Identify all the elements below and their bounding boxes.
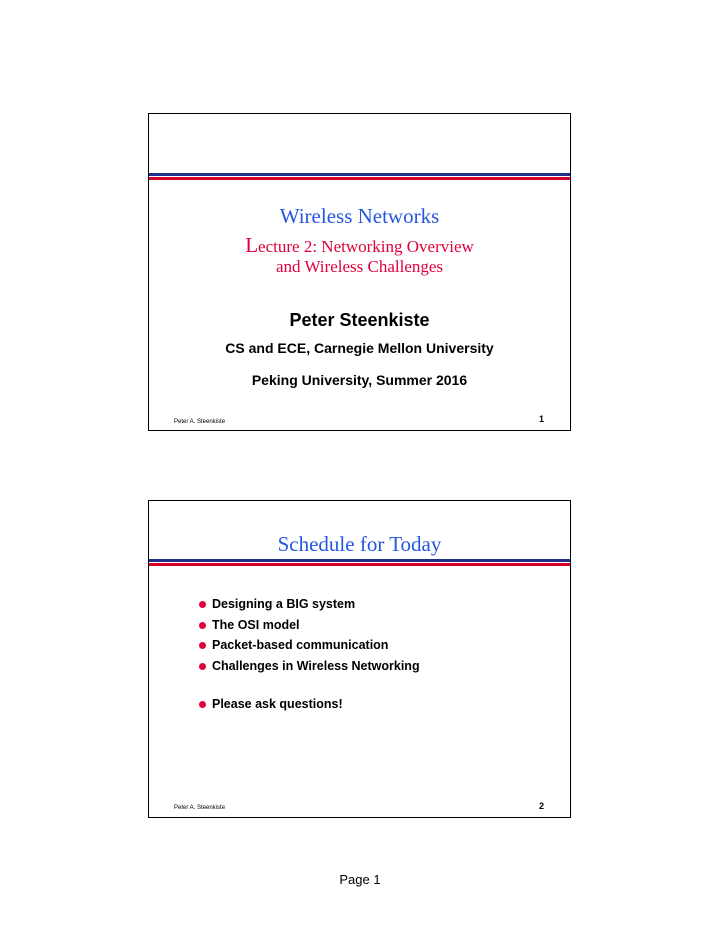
bullet-list bbox=[199, 594, 420, 715]
bullet-dot-icon bbox=[199, 601, 206, 608]
slide-number: 2 bbox=[538, 801, 544, 811]
bullet-dot-icon bbox=[199, 701, 206, 708]
venue: Peking University, Summer 2016 bbox=[251, 372, 468, 388]
page-label: Page 1 bbox=[339, 872, 381, 887]
footer-author: Peter A. Steenkiste bbox=[174, 805, 226, 811]
list-item: Challenges in Wireless Networking bbox=[199, 656, 420, 677]
list-item: Packet-based communication bbox=[199, 635, 420, 656]
title-divider bbox=[149, 559, 570, 567]
list-item: Please ask questions! bbox=[199, 694, 420, 715]
slide-number: 1 bbox=[538, 414, 544, 424]
footer-author: Peter A. Steenkiste bbox=[174, 419, 226, 425]
list-item: Designing a BIG system bbox=[199, 594, 420, 615]
bullet-dot-icon bbox=[199, 642, 206, 649]
lecture-subtitle-line-2: and Wireless Challenges bbox=[275, 257, 444, 276]
subtitle-rest: ecture 2: Networking Overview bbox=[258, 237, 474, 256]
title-divider bbox=[149, 173, 570, 181]
slide-2 bbox=[148, 500, 571, 818]
slide-title: Schedule for Today bbox=[277, 532, 442, 556]
list-item: The OSI model bbox=[199, 615, 420, 636]
slide-1 bbox=[148, 113, 571, 431]
bullet-dot-icon bbox=[199, 663, 206, 670]
author-name: Peter Steenkiste bbox=[289, 310, 430, 330]
bullet-dot-icon bbox=[199, 622, 206, 629]
lecture-subtitle-line-1 bbox=[149, 233, 570, 258]
slide-title: Wireless Networks bbox=[279, 204, 440, 228]
affiliation: CS and ECE, Carnegie Mellon University bbox=[225, 340, 494, 356]
subtitle-initial: L bbox=[245, 233, 259, 257]
